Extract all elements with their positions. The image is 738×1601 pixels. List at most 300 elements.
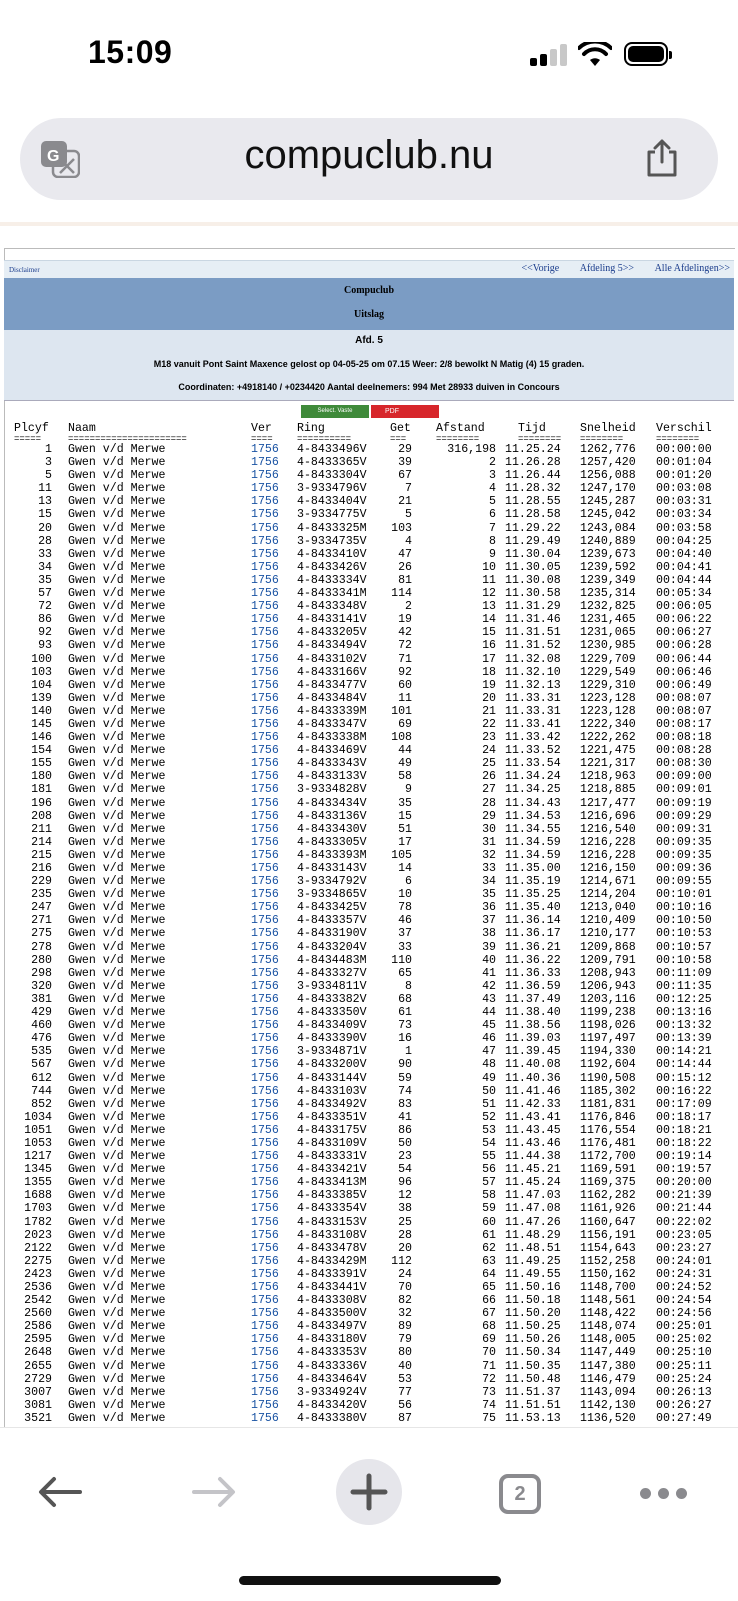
cell-ver[interactable]: 1756 [251, 1110, 279, 1124]
cell-ver[interactable]: 1756 [251, 1411, 279, 1425]
cell-snelheid: 1185,302 [580, 1084, 636, 1098]
cell-tijd: 11.41.46 [505, 1084, 561, 1098]
cell-plcyf: 612 [31, 1071, 52, 1085]
table-row [0, 862, 738, 875]
cell-afstand: 46 [482, 1032, 496, 1046]
disclaimer-link[interactable]: Disclaimer [9, 266, 40, 274]
cell-ver[interactable]: 1756 [251, 757, 279, 771]
cell-verschil: 00:04:41 [656, 560, 712, 574]
cell-snelheid: 1146,479 [580, 1372, 636, 1386]
cell-ver[interactable]: 1756 [251, 901, 279, 915]
cell-ver[interactable]: 1756 [251, 744, 279, 758]
cell-naam: Gwen v/d Merwe [68, 1281, 166, 1294]
cell-afstand: 22 [482, 717, 496, 731]
cell-tijd: 11.48.29 [505, 1228, 561, 1242]
cell-get: 15 [398, 809, 412, 823]
cell-snelheid: 1216,228 [580, 835, 636, 849]
cell-afstand: 7 [489, 521, 496, 535]
cell-tijd: 11.30.05 [505, 560, 561, 574]
race-info [4, 330, 734, 401]
cell-naam: Gwen v/d Merwe [68, 1110, 166, 1124]
cell-verschil: 00:09:35 [656, 835, 712, 849]
cell-ver[interactable]: 1756 [251, 495, 279, 509]
cell-verschil: 00:11:09 [656, 966, 712, 980]
cell-ver[interactable]: 1756 [251, 809, 279, 823]
cell-tijd: 11.39.45 [505, 1045, 561, 1059]
cell-afstand: 61 [482, 1228, 496, 1242]
cell-naam: Gwen v/d Merwe [68, 639, 166, 653]
cell-plcyf: 3081 [24, 1398, 52, 1412]
header-plcyf: Plcyf [14, 422, 49, 435]
cell-ring: 4-8433390V [297, 1032, 367, 1046]
cell-plcyf: 146 [31, 731, 52, 745]
cell-verschil: 00:04:44 [656, 573, 712, 587]
cell-ring: 4-8433492V [297, 1097, 367, 1111]
cell-naam: Gwen v/d Merwe [68, 927, 166, 941]
cell-get: 54 [398, 1163, 412, 1177]
table-row [0, 888, 738, 901]
sep-snelheid: ======== [580, 434, 624, 444]
cell-ver[interactable]: 1756 [251, 940, 279, 954]
cell-plcyf: 208 [31, 809, 52, 823]
table-row [0, 1307, 738, 1320]
table-row [0, 1320, 738, 1333]
cell-verschil: 00:22:02 [656, 1215, 712, 1229]
cell-ring: 4-8433175V [297, 1123, 367, 1137]
forward-arrow-icon[interactable] [192, 1476, 236, 1508]
cell-ver[interactable]: 1756 [251, 783, 279, 797]
cell-afstand: 73 [482, 1385, 496, 1399]
cell-ver[interactable]: 1756 [251, 731, 279, 745]
cell-ver[interactable]: 1756 [251, 1084, 279, 1098]
cell-ring: 4-8434483M [297, 953, 367, 967]
cell-verschil: 00:03:58 [656, 521, 712, 535]
cell-tijd: 11.29.49 [505, 534, 561, 548]
cell-ver[interactable]: 1756 [251, 587, 279, 601]
cell-verschil: 00:01:04 [656, 456, 712, 470]
cell-ver[interactable]: 1756 [251, 1372, 279, 1386]
cell-tijd: 11.38.40 [505, 1006, 561, 1020]
cell-verschil: 00:06:27 [656, 626, 712, 640]
cell-afstand: 13 [482, 600, 496, 614]
cell-ver[interactable]: 1756 [251, 953, 279, 967]
club-title: Compuclub [4, 278, 734, 303]
cell-ver[interactable]: 1756 [251, 1045, 279, 1059]
cell-naam: Gwen v/d Merwe [68, 1254, 166, 1268]
cell-ver[interactable]: 1756 [251, 1346, 279, 1360]
cell-afstand: 55 [482, 1150, 496, 1164]
cell-afstand: 18 [482, 665, 496, 679]
table-row [0, 1045, 738, 1058]
cellular-signal-icon [530, 44, 572, 66]
cell-naam: Gwen v/d Merwe [68, 456, 166, 470]
cell-ver[interactable]: 1756 [251, 1241, 279, 1255]
cell-ring: 3-9334735V [297, 534, 367, 548]
cell-naam: Gwen v/d Merwe [68, 1333, 166, 1347]
cell-naam: Gwen v/d Merwe [68, 482, 166, 496]
cell-ver[interactable]: 1756 [251, 822, 279, 836]
table-row [0, 927, 738, 940]
cell-verschil: 00:25:11 [656, 1359, 712, 1373]
cell-snelheid: 1229,310 [580, 678, 636, 692]
cell-naam: Gwen v/d Merwe [68, 1398, 166, 1412]
cell-ver[interactable]: 1756 [251, 1032, 279, 1046]
cell-ver[interactable]: 1756 [251, 691, 279, 705]
cell-get: 19 [398, 613, 412, 627]
cell-ver[interactable]: 1756 [251, 665, 279, 679]
cell-naam: Gwen v/d Merwe [68, 1385, 166, 1399]
cell-ver[interactable]: 1756 [251, 888, 279, 902]
cell-snelheid: 1194,330 [580, 1045, 636, 1059]
cell-get: 83 [398, 1097, 412, 1111]
cell-get: 21 [398, 495, 412, 509]
results-table [0, 422, 738, 1425]
cell-verschil: 00:09:36 [656, 862, 712, 875]
cell-naam: Gwen v/d Merwe [68, 508, 166, 522]
cell-verschil: 00:25:02 [656, 1333, 712, 1347]
cell-ring: 4-8433102V [297, 652, 367, 666]
cell-ring: 4-8433331V [297, 1150, 367, 1164]
sep-get: === [390, 434, 407, 444]
cell-naam: Gwen v/d Merwe [68, 573, 166, 587]
cell-ver[interactable]: 1756 [251, 1189, 279, 1203]
cell-get: 96 [398, 1176, 412, 1190]
cell-ring: 4-8433348V [297, 600, 367, 614]
cell-ver[interactable]: 1756 [251, 573, 279, 587]
cell-ver[interactable]: 1756 [251, 560, 279, 574]
cell-afstand: 45 [482, 1019, 496, 1033]
cell-plcyf: 145 [31, 717, 52, 731]
cell-tijd: 11.39.03 [505, 1032, 561, 1046]
cell-ring: 4-8433425V [297, 901, 367, 915]
cell-get: 7 [405, 482, 412, 496]
cell-get: 112 [391, 1254, 412, 1268]
cell-ver[interactable]: 1756 [251, 1398, 279, 1412]
cell-ver[interactable]: 1756 [251, 1333, 279, 1347]
cell-snelheid: 1148,074 [580, 1320, 636, 1334]
cell-verschil: 00:25:01 [656, 1320, 712, 1334]
cell-tijd: 11.47.26 [505, 1215, 561, 1229]
cell-afstand: 59 [482, 1202, 496, 1216]
table-row [0, 613, 738, 626]
cell-plcyf: 2122 [24, 1241, 52, 1255]
cell-snelheid: 1230,985 [580, 639, 636, 653]
cell-ver[interactable]: 1756 [251, 796, 279, 810]
cell-ver[interactable]: 1756 [251, 1136, 279, 1150]
cell-ver[interactable]: 1756 [251, 1254, 279, 1268]
cell-afstand: 52 [482, 1110, 496, 1124]
cell-tijd: 11.34.59 [505, 835, 561, 849]
cell-ver[interactable]: 1756 [251, 1281, 279, 1294]
cell-naam: Gwen v/d Merwe [68, 1372, 166, 1386]
cell-snelheid: 1216,540 [580, 822, 636, 836]
cell-plcyf: 275 [31, 927, 52, 941]
cell-ver[interactable]: 1756 [251, 1006, 279, 1020]
cell-ver[interactable]: 1756 [251, 482, 279, 496]
cell-get: 73 [398, 1019, 412, 1033]
cell-naam: Gwen v/d Merwe [68, 770, 166, 784]
cell-snelheid: 1190,508 [580, 1071, 636, 1085]
cell-ver[interactable]: 1756 [251, 1385, 279, 1399]
cell-plcyf: 100 [31, 652, 52, 666]
cell-get: 5 [405, 508, 412, 522]
cell-plcyf: 278 [31, 940, 52, 954]
cell-plcyf: 13 [38, 495, 52, 509]
cell-plcyf: 139 [31, 691, 52, 705]
cell-afstand: 49 [482, 1071, 496, 1085]
cell-verschil: 00:19:57 [656, 1163, 712, 1177]
cell-afstand: 35 [482, 888, 496, 902]
cell-verschil: 00:10:16 [656, 901, 712, 915]
cell-tijd: 11.36.14 [505, 914, 561, 928]
cell-ver[interactable]: 1756 [251, 835, 279, 849]
cell-verschil: 00:08:30 [656, 757, 712, 771]
cell-ver[interactable]: 1756 [251, 717, 279, 731]
cell-get: 105 [391, 848, 412, 862]
cell-ver[interactable]: 1756 [251, 534, 279, 548]
cell-get: 39 [398, 456, 412, 470]
cell-snelheid: 1218,963 [580, 770, 636, 784]
url-text[interactable]: compuclub.nu [244, 133, 494, 177]
header-snelheid: Snelheid [580, 422, 636, 435]
cell-snelheid: 1223,128 [580, 704, 636, 718]
cell-naam: Gwen v/d Merwe [68, 744, 166, 758]
cell-ver[interactable]: 1756 [251, 1071, 279, 1085]
cell-snelheid: 1203,116 [580, 992, 636, 1006]
cell-ver[interactable]: 1756 [251, 966, 279, 980]
cell-ver[interactable]: 1756 [251, 639, 279, 653]
cell-tijd: 11.29.22 [505, 521, 561, 535]
cell-ver[interactable]: 1756 [251, 443, 279, 456]
cell-afstand: 51 [482, 1097, 496, 1111]
cell-ring: 4-8433497V [297, 1320, 367, 1334]
cell-ver[interactable]: 1756 [251, 1058, 279, 1072]
cell-snelheid: 1162,282 [580, 1189, 636, 1203]
cell-get: 49 [398, 757, 412, 771]
cell-plcyf: 229 [31, 875, 52, 889]
table-row [0, 692, 738, 705]
cell-ver[interactable]: 1756 [251, 927, 279, 941]
cell-afstand: 68 [482, 1320, 496, 1334]
cell-plcyf: 2586 [24, 1320, 52, 1334]
cell-ver[interactable]: 1756 [251, 1150, 279, 1164]
cell-plcyf: 744 [31, 1084, 52, 1098]
cell-ver[interactable]: 1756 [251, 992, 279, 1006]
cell-ver[interactable]: 1756 [251, 1176, 279, 1190]
cell-verschil: 00:11:35 [656, 979, 712, 993]
cell-ver[interactable]: 1756 [251, 1228, 279, 1242]
table-row [0, 705, 738, 718]
cell-ver[interactable]: 1756 [251, 1019, 279, 1033]
cell-snelheid: 1231,065 [580, 626, 636, 640]
cell-ring: 4-8433496V [297, 443, 367, 456]
cell-ring: 4-8433434V [297, 796, 367, 810]
table-row [0, 1006, 738, 1019]
cell-get: 10 [398, 888, 412, 902]
nav-links [503, 263, 730, 274]
cell-ver[interactable]: 1756 [251, 613, 279, 627]
cell-ver[interactable]: 1756 [251, 862, 279, 875]
cell-ver[interactable]: 1756 [251, 600, 279, 614]
cell-naam: Gwen v/d Merwe [68, 1307, 166, 1321]
cell-get: 67 [398, 469, 412, 483]
cell-naam: Gwen v/d Merwe [68, 731, 166, 745]
cell-afstand: 16 [482, 639, 496, 653]
cell-ver[interactable]: 1756 [251, 1294, 279, 1308]
cell-get: 12 [398, 1189, 412, 1203]
cell-plcyf: 235 [31, 888, 52, 902]
cell-verschil: 00:21:39 [656, 1189, 712, 1203]
cell-naam: Gwen v/d Merwe [68, 940, 166, 954]
cell-ring: 4-8433404V [297, 495, 367, 509]
cell-snelheid: 1217,477 [580, 796, 636, 810]
cell-ver[interactable]: 1756 [251, 1320, 279, 1334]
cell-get: 81 [398, 573, 412, 587]
cell-snelheid: 1208,943 [580, 966, 636, 980]
cell-ver[interactable]: 1756 [251, 1163, 279, 1177]
cell-get: 24 [398, 1267, 412, 1281]
cell-ver[interactable]: 1756 [251, 1202, 279, 1216]
cell-ver[interactable]: 1756 [251, 652, 279, 666]
cell-plcyf: 2560 [24, 1307, 52, 1321]
cell-snelheid: 1197,497 [580, 1032, 636, 1046]
cell-snelheid: 1209,791 [580, 953, 636, 967]
table-row [0, 600, 738, 613]
more-icon[interactable] [640, 1488, 688, 1500]
cell-naam: Gwen v/d Merwe [68, 469, 166, 483]
cell-ver[interactable]: 1756 [251, 875, 279, 889]
cell-ver[interactable]: 1756 [251, 1267, 279, 1281]
table-row [0, 1085, 738, 1098]
table-row [0, 1346, 738, 1359]
cell-verschil: 00:09:31 [656, 822, 712, 836]
cell-ring: 4-8433305V [297, 835, 367, 849]
table-row [0, 508, 738, 521]
cell-afstand: 29 [482, 809, 496, 823]
cell-plcyf: 2542 [24, 1294, 52, 1308]
cell-ver[interactable]: 1756 [251, 469, 279, 483]
cell-tijd: 11.47.03 [505, 1189, 561, 1203]
cell-ring: 4-8433144V [297, 1071, 367, 1085]
cell-plcyf: 2023 [24, 1228, 52, 1242]
new-tab-button[interactable] [336, 1459, 402, 1525]
cell-ver[interactable]: 1756 [251, 1215, 279, 1229]
table-row [0, 666, 738, 679]
cell-plcyf: 3521 [24, 1411, 52, 1425]
cell-verschil: 00:03:34 [656, 508, 712, 522]
cell-verschil: 00:20:00 [656, 1176, 712, 1190]
table-row [0, 1137, 738, 1150]
cell-afstand: 57 [482, 1176, 496, 1190]
cell-ver[interactable]: 1756 [251, 547, 279, 561]
table-row [0, 901, 738, 914]
cell-tijd: 11.50.34 [505, 1346, 561, 1360]
cell-ver[interactable]: 1756 [251, 456, 279, 470]
cell-afstand: 10 [482, 560, 496, 574]
all-afdelingen-link[interactable]: Alle Afdelingen>> [654, 263, 730, 274]
cell-get: 37 [398, 927, 412, 941]
cell-get: 53 [398, 1372, 412, 1386]
table-row [0, 456, 738, 469]
cell-verschil: 00:10:50 [656, 914, 712, 928]
cell-verschil: 00:06:46 [656, 665, 712, 679]
cell-ver[interactable]: 1756 [251, 848, 279, 862]
table-row [0, 1373, 738, 1386]
cell-verschil: 00:21:44 [656, 1202, 712, 1216]
cell-snelheid: 1222,340 [580, 717, 636, 731]
cell-ver[interactable]: 1756 [251, 979, 279, 993]
cell-plcyf: 57 [38, 587, 52, 601]
cell-plcyf: 5 [45, 469, 52, 483]
cell-plcyf: 104 [31, 678, 52, 692]
cell-naam: Gwen v/d Merwe [68, 1163, 166, 1177]
share-icon[interactable] [645, 138, 679, 178]
cell-ring: 4-8433494V [297, 639, 367, 653]
cell-ver[interactable]: 1756 [251, 1359, 279, 1373]
cell-ring: 4-8433357V [297, 914, 367, 928]
race-description: M18 vanuit Pont Saint Maxence gelost op 04-05-25 om 07.15 Weer: 2/8 bewolkt N Matig (4) 15 graden. [153, 359, 585, 369]
cell-tijd: 11.35.25 [505, 888, 561, 902]
cell-ver[interactable]: 1756 [251, 508, 279, 522]
cell-ver[interactable]: 1756 [251, 1307, 279, 1321]
prev-link[interactable]: <<Vorige [521, 263, 560, 274]
cell-tijd: 11.34.53 [505, 809, 561, 823]
cell-afstand: 60 [482, 1215, 496, 1229]
cell-afstand: 15 [482, 626, 496, 640]
cell-ver[interactable]: 1756 [251, 1123, 279, 1137]
cell-afstand: 24 [482, 744, 496, 758]
select-vaste-button[interactable]: Select. Vaste [301, 405, 369, 418]
cell-naam: Gwen v/d Merwe [68, 1150, 166, 1164]
cell-plcyf: 215 [31, 848, 52, 862]
next-afdeling-link[interactable]: Afdeling 5>> [579, 263, 635, 274]
cell-get: 9 [405, 783, 412, 797]
cell-verschil: 00:27:49 [656, 1411, 712, 1425]
cell-ver[interactable]: 1756 [251, 1097, 279, 1111]
cell-verschil: 00:14:44 [656, 1058, 712, 1072]
pdf-button[interactable]: PDF [371, 405, 439, 418]
cell-naam: Gwen v/d Merwe [68, 809, 166, 823]
cell-tijd: 11.49.25 [505, 1254, 561, 1268]
cell-get: 79 [398, 1333, 412, 1347]
cell-ver[interactable]: 1756 [251, 626, 279, 640]
cell-ring: 4-8433205V [297, 626, 367, 640]
cell-tijd: 11.42.33 [505, 1097, 561, 1111]
cell-ver[interactable]: 1756 [251, 914, 279, 928]
cell-ring: 4-8433391V [297, 1267, 367, 1281]
cell-ver[interactable]: 1756 [251, 770, 279, 784]
header-naam: Naam [68, 422, 96, 435]
cell-afstand: 5 [489, 495, 496, 509]
cell-ver[interactable]: 1756 [251, 704, 279, 718]
cell-ver[interactable]: 1756 [251, 678, 279, 692]
cell-ring: 4-8433190V [297, 927, 367, 941]
cell-afstand: 72 [482, 1372, 496, 1386]
cell-naam: Gwen v/d Merwe [68, 1241, 166, 1255]
cell-verschil: 00:08:07 [656, 691, 712, 705]
cell-plcyf: 535 [31, 1045, 52, 1059]
cell-tijd: 11.30.58 [505, 587, 561, 601]
back-arrow-icon[interactable] [38, 1476, 82, 1508]
cell-ver[interactable]: 1756 [251, 521, 279, 535]
cell-tijd: 11.35.19 [505, 875, 561, 889]
cell-snelheid: 1216,228 [580, 848, 636, 862]
cell-tijd: 11.34.25 [505, 783, 561, 797]
cell-snelheid: 1192,604 [580, 1058, 636, 1072]
race-coordinates: Coordinaten: +4918140 / +0234420 Aantal deelnemers: 994 Met 28933 duiven in Concours [178, 382, 560, 392]
cell-afstand: 54 [482, 1136, 496, 1150]
tabs-button[interactable]: 2 [499, 1474, 541, 1514]
